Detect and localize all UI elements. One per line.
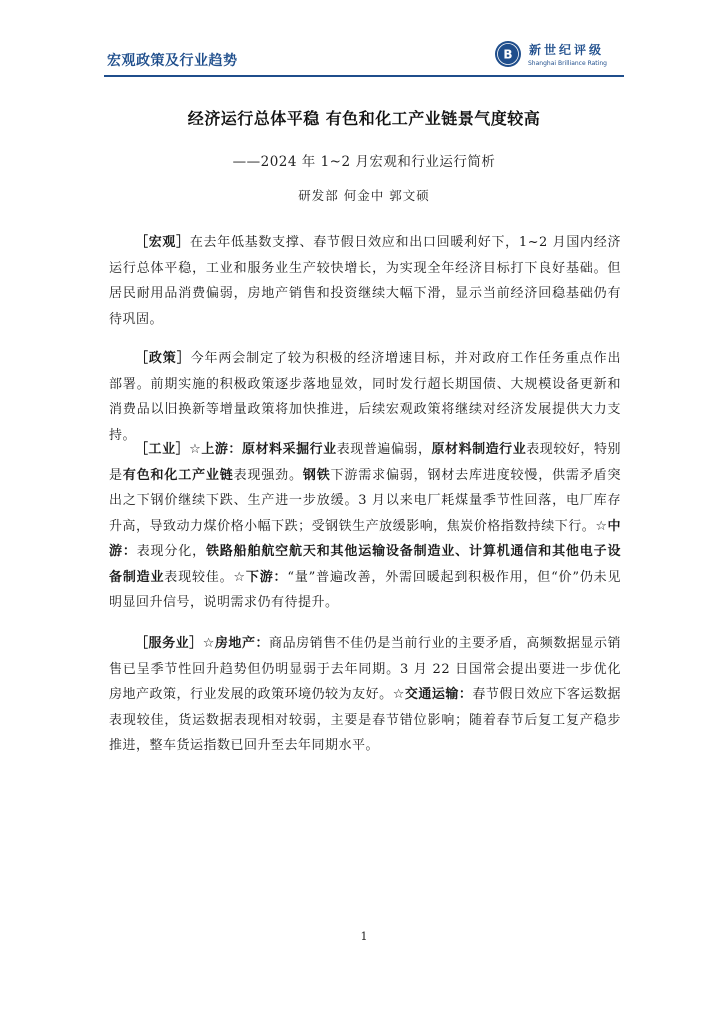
steel-text: 下游需求偏弱，钢材去库进度较慢，供需矛盾突出之下钢价继续下跌、生产进一步放缓。3 月以来电厂耗煤量季节性回落，电厂库存升高，导致动力煤价格小幅下跌；受钢铁生产放缓影响，焦炭价格指数持续下行。 [109, 467, 621, 534]
downstream-label: ☆下游： [233, 569, 288, 585]
header-section-title: 宏观政策及行业趋势 [107, 53, 238, 69]
real-estate-text: 商品房销售不佳仍是当前行业的主要矛盾，高频数据显示销售已呈季节性回升趋势但仍明显弱于去年同期。3 月 22 日国常会提出要进一步优化房地产政策，行业发展的政策环境仍较为友好。 [109, 636, 621, 702]
upstream-sector-nonferrous-chemical: 有色和化工产业链 [122, 467, 234, 483]
midstream-label: ☆中游： [109, 518, 621, 559]
brand-logo-icon [494, 40, 522, 68]
paragraph-services [109, 631, 621, 759]
industry-tag: ［工业］ [135, 442, 190, 457]
brand-name-cn: 新世纪评级 [529, 43, 605, 57]
real-estate-label: ☆房地产： [202, 636, 270, 651]
upstream-text-2: 表现较好，特别是 [109, 442, 621, 483]
policy-text: 今年两会制定了较为积极的经济增速目标，并对政府工作任务重点作出部署。前期实施的积极政策逐步落地显效，同时发行超长期国债、大规模设备更新和消费品以旧换新等增量政策将加快推进，后续宏观政策将继续对经济发展提供大力支持。 [109, 351, 621, 443]
document-title: 经济运行总体平稳 有色和化工产业链景气度较高 [187, 109, 541, 128]
paragraph-industry [109, 437, 621, 616]
document-authors: 研发部 何金中 郭文硕 [298, 188, 430, 203]
steel-label: 钢铁 [302, 467, 331, 483]
header-divider [104, 75, 624, 77]
transport-label: ☆交通运输： [392, 687, 473, 702]
brand-name-en: Shanghai Brilliance Rating [528, 60, 607, 67]
policy-tag: ［政策］ [135, 351, 191, 366]
upstream-label: ☆上游： [189, 442, 242, 457]
paragraph-policy [109, 346, 621, 448]
macro-text: 在去年低基数支撑、春节假日效应和出口回暖利好下，1~2 月国内经济运行总体平稳，工业和服务业生产较快增长，为实现全年经济目标打下良好基础。但居民耐用品消费偏弱，房地产销售和投资继续大幅下滑，显示当前经济回稳基础仍有待巩固。 [109, 235, 621, 327]
midstream-text-1: 表现分化， [136, 544, 206, 559]
upstream-text-3: 表现强劲。 [233, 467, 303, 483]
document-subtitle: ——2024 年 1~2 月宏观和行业运行简析 [232, 154, 496, 170]
midstream-text-2: 表现较佳。 [164, 569, 234, 585]
upstream-sector-manufacturing: 原材料制造行业 [431, 442, 527, 457]
upstream-text-1: 表现普遍偏弱， [336, 442, 432, 457]
macro-tag: ［宏观］ [135, 235, 190, 250]
midstream-sectors: 铁路船舶航空航天和其他运输设备制造业、计算机通信和其他电子设备制造业 [109, 544, 621, 585]
logo-mark-letter: B [503, 47, 513, 62]
paragraph-macro [109, 230, 621, 332]
page-number: 1 [360, 930, 368, 943]
downstream-text: “量”普遍改善，外需回暖起到积极作用，但“价”仍未见明显回升信号，说明需求仍有待提升。 [109, 569, 621, 610]
brand-logo [494, 38, 624, 74]
services-tag: ［服务业］ [135, 636, 203, 651]
transport-text: 春节假日效应下客运数据表现较佳，货运数据表现相对较弱，主要是春节错位影响；随着春节后复工复产稳步推进，整车货运指数已回升至去年同期水平。 [109, 687, 621, 753]
upstream-sector-mining: 原材料采掘行业 [241, 442, 337, 457]
